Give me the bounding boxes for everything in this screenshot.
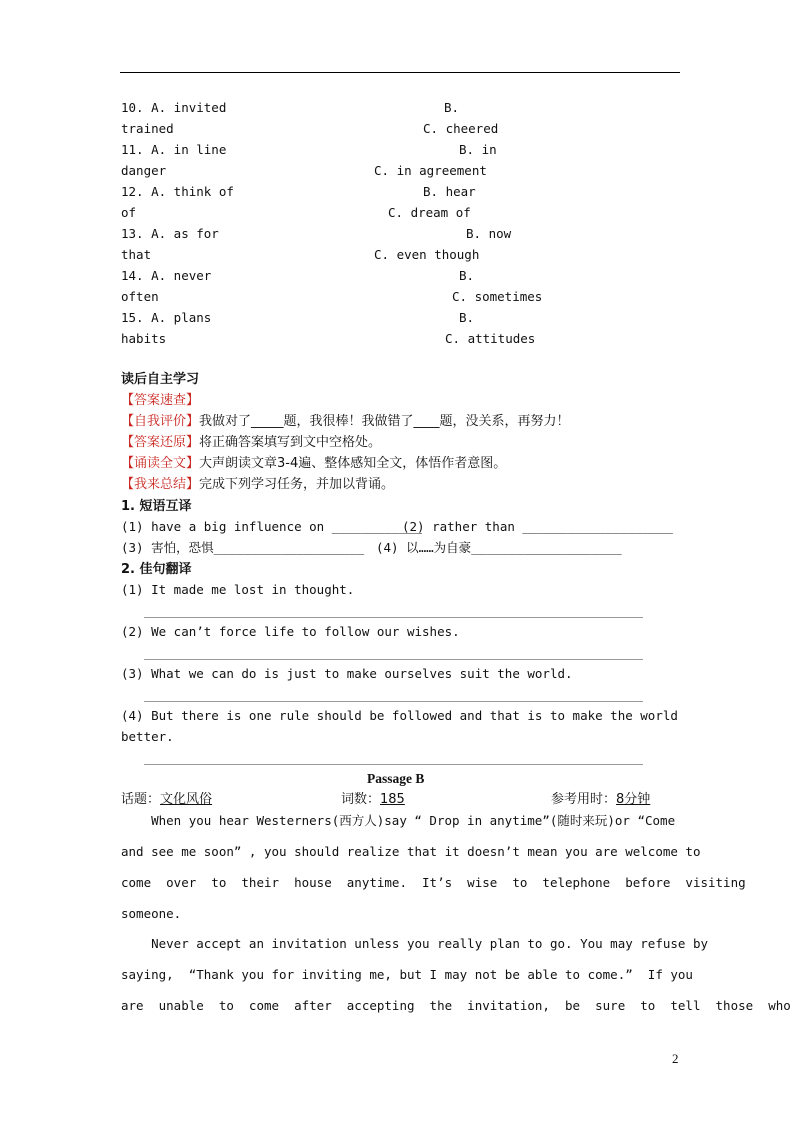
item-tag: 【诵读全文】: [121, 456, 200, 471]
option-a: 15. A. plans: [121, 310, 212, 325]
words-value: 185: [380, 792, 405, 807]
sentence-3: (3) What we can do is just to make ourselves suit the world.: [121, 666, 573, 681]
answer-line: [144, 701, 643, 702]
item-tag: 【答案还原】: [121, 435, 200, 450]
option-b: B.: [459, 310, 475, 325]
section-title-sentences: 2. 佳句翻译: [121, 562, 192, 577]
header-rule: [120, 72, 680, 73]
option-c: C. sometimes: [452, 289, 543, 304]
passage-line: saying, “Thank you for inviting me, but I may not be able to come.” If you: [121, 967, 693, 982]
phrase-2: (2) rather than ____________________: [402, 519, 673, 534]
option-c: C. even though: [374, 247, 480, 262]
self-study-item: [121, 415, 570, 428]
passage-line: come over to their house anytime. It’s wise to telephone before visiting: [121, 875, 746, 890]
item-text: 大声朗读文章3-4遍、整体感知全文，体悟作者意图。: [199, 456, 507, 471]
option-b-continued: trained: [121, 121, 174, 136]
self-study-heading: 读后自主学习: [121, 372, 200, 387]
option-c: C. dream of: [388, 205, 471, 220]
option-a: 11. A. in line: [121, 142, 227, 157]
words-label: 词数：: [341, 792, 381, 807]
topic-value: 文化风俗: [160, 792, 213, 807]
option-b-continued: habits: [121, 331, 167, 346]
passage-line: are unable to come after accepting the invitation, be sure to tell those who: [121, 998, 791, 1013]
self-study-item: [121, 394, 199, 407]
answer-line: [144, 659, 643, 660]
passage-word-count: [341, 793, 405, 806]
sentence-2: (2) We can’t force life to follow our wishes.: [121, 624, 460, 639]
item-text: 完成下列学习任务，并加以背诵。: [199, 477, 395, 492]
passage-line: someone.: [121, 906, 182, 921]
sentence-4-continued: better.: [121, 729, 174, 744]
self-study-item: [121, 436, 381, 449]
option-b: B. hear: [423, 184, 476, 199]
option-b-continued: often: [121, 289, 159, 304]
option-b: B.: [459, 268, 475, 283]
option-a: 10. A. invited: [121, 100, 227, 115]
option-b: B.: [444, 100, 460, 115]
item-text: 我做对了_____题，我很棒！我做错了____题，没关系，再努力！: [199, 414, 570, 429]
self-study-item: [121, 457, 506, 470]
passage-time: [551, 793, 650, 806]
self-study-item: [121, 478, 394, 491]
phrase-1: (1) have a big influence on ____________: [121, 519, 423, 534]
item-tag: 【自我评价】: [121, 414, 200, 429]
option-b-continued: of: [121, 205, 137, 220]
option-c: C. cheered: [423, 121, 499, 136]
option-a: 14. A. never: [121, 268, 212, 283]
passage-title: Passage B: [367, 771, 425, 786]
option-a: 13. A. as for: [121, 226, 219, 241]
sentence-4: (4) But there is one rule should be followed and that is to make the world: [121, 708, 678, 723]
answer-line: [144, 617, 643, 618]
passage-line: When you hear Westerners(西方人)say “ Drop in anytime”(随时来玩)or “Come: [121, 813, 676, 828]
option-b-continued: danger: [121, 163, 167, 178]
phrase-4: (4) 以……为自豪____________________: [376, 540, 622, 555]
time-label: 参考用时：: [551, 792, 617, 807]
option-c: C. in agreement: [374, 163, 487, 178]
option-b: B. now: [466, 226, 512, 241]
option-a: 12. A. think of: [121, 184, 234, 199]
option-b-continued: that: [121, 247, 152, 262]
sentence-1: (1) It made me lost in thought.: [121, 582, 355, 597]
time-value: 8分钟: [616, 792, 651, 807]
item-tag: 【答案速查】: [121, 393, 200, 408]
phrase-3: (3) 害怕，恐惧____________________: [121, 540, 365, 555]
section-title-phrases: 1. 短语互译: [121, 499, 192, 514]
page-number: 2: [672, 1051, 679, 1066]
passage-topic: [121, 793, 212, 806]
passage-line: Never accept an invitation unless you really plan to go. You may refuse by: [121, 936, 708, 951]
answer-line: [144, 764, 643, 765]
option-b: B. in: [459, 142, 497, 157]
option-c: C. attitudes: [445, 331, 536, 346]
topic-label: 话题：: [121, 792, 161, 807]
passage-line: and see me soon” , you should realize that it doesn’t mean you are welcome to: [121, 844, 701, 859]
item-text: 将正确答案填写到文中空格处。: [199, 435, 382, 450]
item-tag: 【我来总结】: [121, 477, 200, 492]
